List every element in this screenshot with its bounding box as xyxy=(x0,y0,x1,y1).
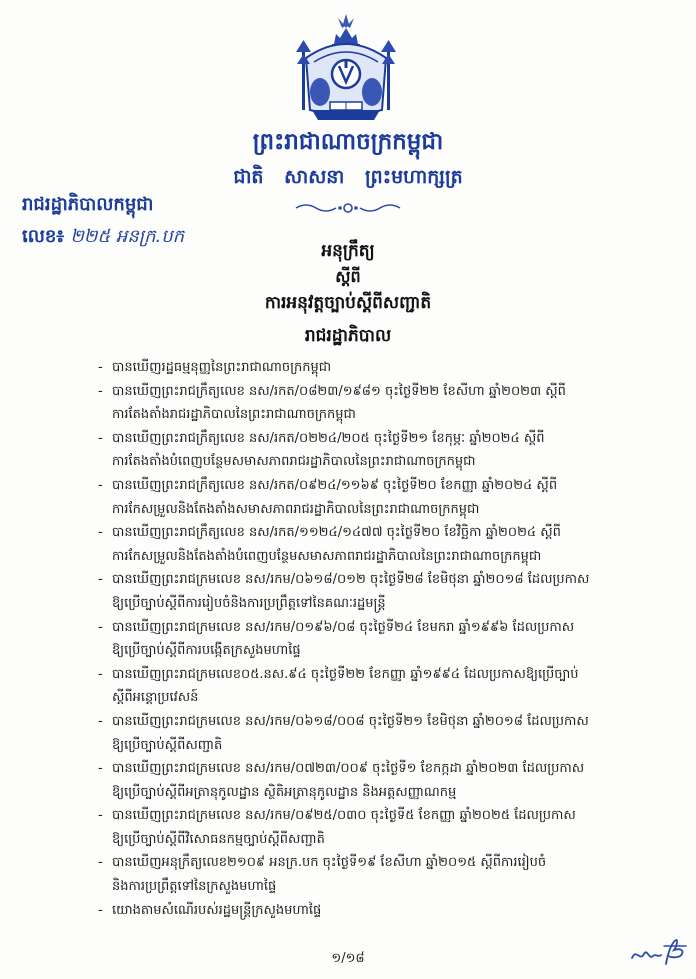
clause-line: ឱ្យប្រើច្បាប់ស្តីពីអត្រានុកូលដ្ឋាន ស្ថិតិអត្រានុកូលដ្ឋាន និងអត្តសញ្ញាណកម្ម xyxy=(112,784,457,800)
document-number-label: លេខ៖ xyxy=(22,226,65,247)
clause-line: ការកែសម្រួលនិងតែងតាំងសមាសភាពរាជរដ្ឋាភិបាលនៃព្រះរាជាណាចក្រកម្ពុជា xyxy=(112,501,480,517)
handwritten-initials-icon xyxy=(628,934,688,968)
clause-line: បានឃើញព្រះរាជក្រឹត្យលេខ នស/រកត/០៩២៤/១១៦៩ ចុះថ្ងៃទី២០ ខែកញ្ញា ឆ្នាំ២០២៤ ស្តីពី xyxy=(112,477,558,493)
clause-bullet: - xyxy=(98,808,103,824)
clause-line: ឱ្យប្រើច្បាប់ស្តីពីវិសោធនកម្មច្បាប់ស្តីពីសញ្ជាតិ xyxy=(112,831,325,847)
clause-item xyxy=(98,568,658,615)
clause-item xyxy=(98,899,658,923)
clause-item xyxy=(98,851,658,898)
clause-line: បានឃើញព្រះរាជក្រមលេខ នស/រកម/០៦១៨/០០៨ ចុះថ្ងៃទី២១ ខែមិថុនា ឆ្នាំ២០១៨ ដែលប្រកាស xyxy=(112,713,589,729)
clause-bullet: - xyxy=(98,477,103,493)
clause-bullet: - xyxy=(98,572,103,588)
clause-bullet: - xyxy=(98,360,103,375)
clause-item xyxy=(98,521,658,568)
clause-item xyxy=(98,474,658,521)
clause-line: បានឃើញព្រះរាជក្រមលេខ០៥.នស.៩៤ ចុះថ្ងៃទី២២ ខែកញ្ញា ឆ្នាំ១៩៩៤ ដែលប្រកាសឱ្យប្រើច្បាប់ xyxy=(112,666,579,682)
clause-item xyxy=(98,757,658,804)
clause-bullet: - xyxy=(98,525,103,541)
clause-line: បានឃើញព្រះរាជក្រមលេខ នស/រកម/០៩២៥/០៣០ ចុះថ្ងៃទី៥ ខែកញ្ញា ឆ្នាំ២០២៥ ដែលប្រកាស xyxy=(112,808,576,824)
clause-item xyxy=(98,710,658,757)
clause-line: ការតែងតាំងបំពេញបន្ថែមសមាសភាពរាជរដ្ឋាភិបាលនៃព្រះរាជាណាចក្រកម្ពុជា xyxy=(112,454,476,470)
clause-line: ឱ្យប្រើច្បាប់ស្តីពីការរៀបចំនិងការប្រព្រឹត្តទៅនៃគណៈរដ្ឋមន្ត្រី xyxy=(112,595,386,611)
document-on-label: ស្តីពី xyxy=(335,267,361,286)
clause-item xyxy=(98,356,658,380)
government-heading: រាជរដ្ឋាភិបាលកម្ពុជា xyxy=(22,194,154,215)
clause-bullet: - xyxy=(98,855,103,871)
preamble-clauses xyxy=(98,356,658,922)
document-subject: ការអនុវត្តច្បាប់ស្តីពីសញ្ជាតិ xyxy=(264,293,432,313)
clause-line: បានឃើញព្រះរាជក្រមលេខ នស/រកម/០៧២៣/០០៩ ចុះថ្ងៃទី១ ខែកក្កដា ឆ្នាំ២០២៣ ដែលប្រកាស xyxy=(112,761,585,777)
clause-bullet: - xyxy=(98,383,103,399)
clause-line: បានឃើញព្រះរាជក្រឹត្យលេខ នស/រកត/១១២៤/១៤៧៧ ចុះថ្ងៃទី២០ ខែវិច្ឆិកា ឆ្នាំ២០២៤ ស្តីពី xyxy=(112,525,561,541)
clause-item xyxy=(98,616,658,663)
issuing-authority: រាជរដ្ឋាភិបាល xyxy=(304,326,392,346)
royal-coat-of-arms-icon xyxy=(290,12,402,124)
clause-bullet: - xyxy=(98,619,103,635)
clause-line: ការកែសម្រួលនិងតែងតាំងបំពេញបន្ថែមសមាសភាពរាជរដ្ឋាភិបាលនៃព្រះរាជាណាចក្រកម្ពុជា xyxy=(112,548,542,564)
clause-line: បានឃើញអនុក្រឹត្យលេខ២១០៩ អនក្រ.បក ចុះថ្ងៃទី១៩ ខែសីហា ឆ្នាំ២០១៥ ស្តីពីការរៀបចំ xyxy=(112,855,547,871)
clause-line: និងការប្រព្រឹត្តទៅនៃក្រសួងមហាផ្ទៃ xyxy=(112,879,277,895)
document-type: អនុក្រឹត្យ xyxy=(321,241,375,261)
clause-line: ស្តីពីអន្តោប្រវេសន៍ xyxy=(112,690,199,706)
clause-line: ឱ្យប្រើច្បាប់ស្តីពីសញ្ជាតិ xyxy=(112,737,223,753)
clause-bullet: - xyxy=(98,430,103,446)
clause-line: យោងតាមសំណើរបស់រដ្ឋមន្ត្រីក្រសួងមហាផ្ទៃ xyxy=(112,902,322,918)
kingdom-name: ព្រះរាជាណាចក្រកម្ពុជា xyxy=(252,129,444,155)
clause-bullet: - xyxy=(98,666,103,682)
clause-bullet: - xyxy=(98,902,103,918)
clause-item xyxy=(98,427,658,474)
page-number: ១/១៨ xyxy=(331,951,365,966)
national-motto: ជាតិ សាសនា ព្រះមហាក្សត្រ xyxy=(233,166,463,188)
clause-item xyxy=(98,663,658,710)
document-number-value: ២២៥ អនក្រ.បក xyxy=(70,226,185,247)
clause-item xyxy=(98,380,658,427)
clause-line: ការតែងតាំងរាជរដ្ឋាភិបាលនៃព្រះរាជាណាចក្រកម្ពុជា xyxy=(112,407,356,423)
clause-line: ឱ្យប្រើច្បាប់ស្តីពីការបង្កើតក្រសួងមហាផ្ទៃ xyxy=(112,643,301,659)
clause-line: បានឃើញព្រះរាជក្រឹត្យលេខ នស/រកត/០២២៤/២០៥ ចុះថ្ងៃទី២១ ខែកុម្ភៈ ឆ្នាំ២០២៤ ស្តីពី xyxy=(112,430,545,446)
clause-line: បានឃើញរដ្ឋធម្មនុញ្ញនៃព្រះរាជាណាចក្រកម្ពុជា xyxy=(112,360,332,375)
clause-item xyxy=(98,804,658,851)
clause-bullet: - xyxy=(98,713,103,729)
clause-line: បានឃើញព្រះរាជក្រមលេខ នស/រកម/០៦១៨/០១២ ចុះថ្ងៃទី២៨ ខែមិថុនា ឆ្នាំ២០១៨ ដែលប្រកាស xyxy=(112,572,590,588)
clause-bullet: - xyxy=(98,761,103,777)
clause-line: បានឃើញព្រះរាជក្រឹត្យលេខ នស/រកត/០៨២៣/១៩៨១ ចុះថ្ងៃទី២២ ខែសីហា ឆ្នាំ២០២៣ ស្តីពី xyxy=(112,383,566,399)
clause-line: បានឃើញព្រះរាជក្រមលេខ នស/រកម/០១៩៦/០៨ ចុះថ្ងៃទី២៤ ខែមករា ឆ្នាំ១៩៩៦ ដែលប្រកាស xyxy=(112,619,575,635)
ornament-divider-icon xyxy=(292,200,404,216)
